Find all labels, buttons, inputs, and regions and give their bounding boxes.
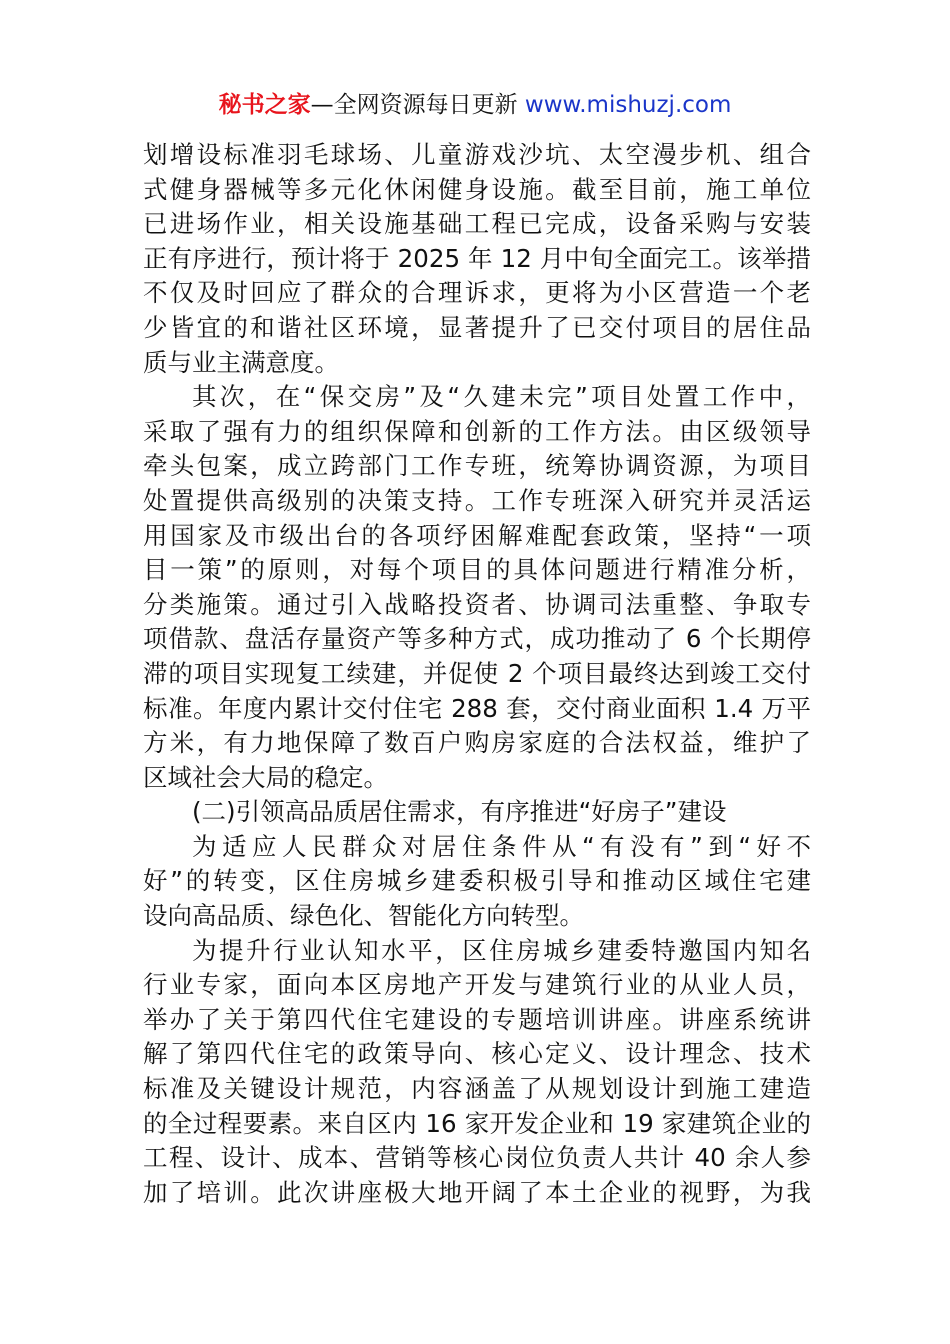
text-line: 处置提供高级别的决策支持。工作专班深入研究并灵活运	[143, 485, 811, 515]
text-line: 解了第四代住宅的政策导向、核心定义、设计理念、技术	[143, 1039, 811, 1069]
text-line: 采取了强有力的组织保障和创新的工作方法。由区级领导	[143, 416, 811, 446]
text-line: 标准。年度内累计交付住宅 288 套，交付商业面积 1.4 万平	[143, 693, 811, 723]
text-line: 标准及关键设计规范，内容涵盖了从规划设计到施工建造	[143, 1074, 811, 1104]
text-line: 其次，在“保交房”及“久建未完”项目处置工作中，	[192, 382, 811, 412]
text-line: 工程、设计、成本、营销等核心岗位负责人共计 40 余人参	[143, 1143, 811, 1173]
brand-name: 秘书之家	[218, 92, 311, 118]
text-line: 质与业主满意度。	[143, 347, 339, 377]
text-line: 设向高品质、绿色化、智能化方向转型。	[143, 901, 584, 931]
site-url-link[interactable]: www.mishuzj.com	[524, 92, 732, 118]
text-line: 区域社会大局的稳定。	[143, 762, 388, 792]
text-line: 行业专家，面向本区房地产开发与建筑行业的从业人员，	[143, 970, 811, 1000]
text-line: 项借款、盘活存量资产等多种方式，成功推动了 6 个长期停	[143, 624, 811, 654]
page-header	[0, 88, 950, 122]
text-line: 已进场作业，相关设施基础工程已完成，设备采购与安装	[143, 209, 811, 239]
text-line: 少皆宜的和谐社区环境，显著提升了已交付项目的居住品	[143, 312, 811, 342]
text-line: 的全过程要素。来自区内 16 家开发企业和 19 家建筑企业的	[143, 1108, 811, 1138]
text-line: 加了培训。此次讲座极大地开阔了本土企业的视野，为我	[143, 1177, 811, 1207]
text-line: 用国家及市级出台的各项纾困解难配套政策，坚持“一项	[143, 520, 811, 550]
text-line: 划增设标准羽毛球场、儿童游戏沙坑、太空漫步机、组合	[143, 140, 811, 169]
body-text	[143, 138, 811, 1210]
text-line: 好”的转变，区住房城乡建委积极引导和推动区域住宅建	[143, 866, 811, 896]
text-line: 滞的项目实现复工续建，并促使 2 个项目最终达到竣工交付	[143, 658, 811, 688]
header-tagline: —全网资源每日更新	[310, 92, 518, 118]
text-line: 分类施策。通过引入战略投资者、协调司法重整、争取专	[143, 589, 811, 619]
text-line: 式健身器械等多元化休闲健身设施。截至目前，施工单位	[143, 174, 811, 204]
section-heading: (二)引领高品质居住需求，有序推进“好房子”建设	[192, 797, 727, 827]
text-line: 目一策”的原则，对每个项目的具体问题进行精准分析，	[143, 555, 811, 585]
text-line: 为适应人民群众对居住条件从“有没有”到“好不	[192, 831, 811, 861]
text-line: 正有序进行，预计将于 2025 年 12 月中旬全面完工。该举措	[143, 243, 811, 273]
text-line: 举办了关于第四代住宅建设的专题培训讲座。讲座系统讲	[143, 1004, 811, 1034]
text-line: 牵头包案，成立跨部门工作专班，统筹协调资源，为项目	[143, 451, 811, 481]
text-line: 方米，有力地保障了数百户购房家庭的合法权益，维护了	[143, 728, 811, 758]
text-line: 为提升行业认知水平，区住房城乡建委特邀国内知名	[192, 935, 811, 965]
text-line: 不仅及时回应了群众的合理诉求，更将为小区营造一个老	[143, 278, 811, 308]
